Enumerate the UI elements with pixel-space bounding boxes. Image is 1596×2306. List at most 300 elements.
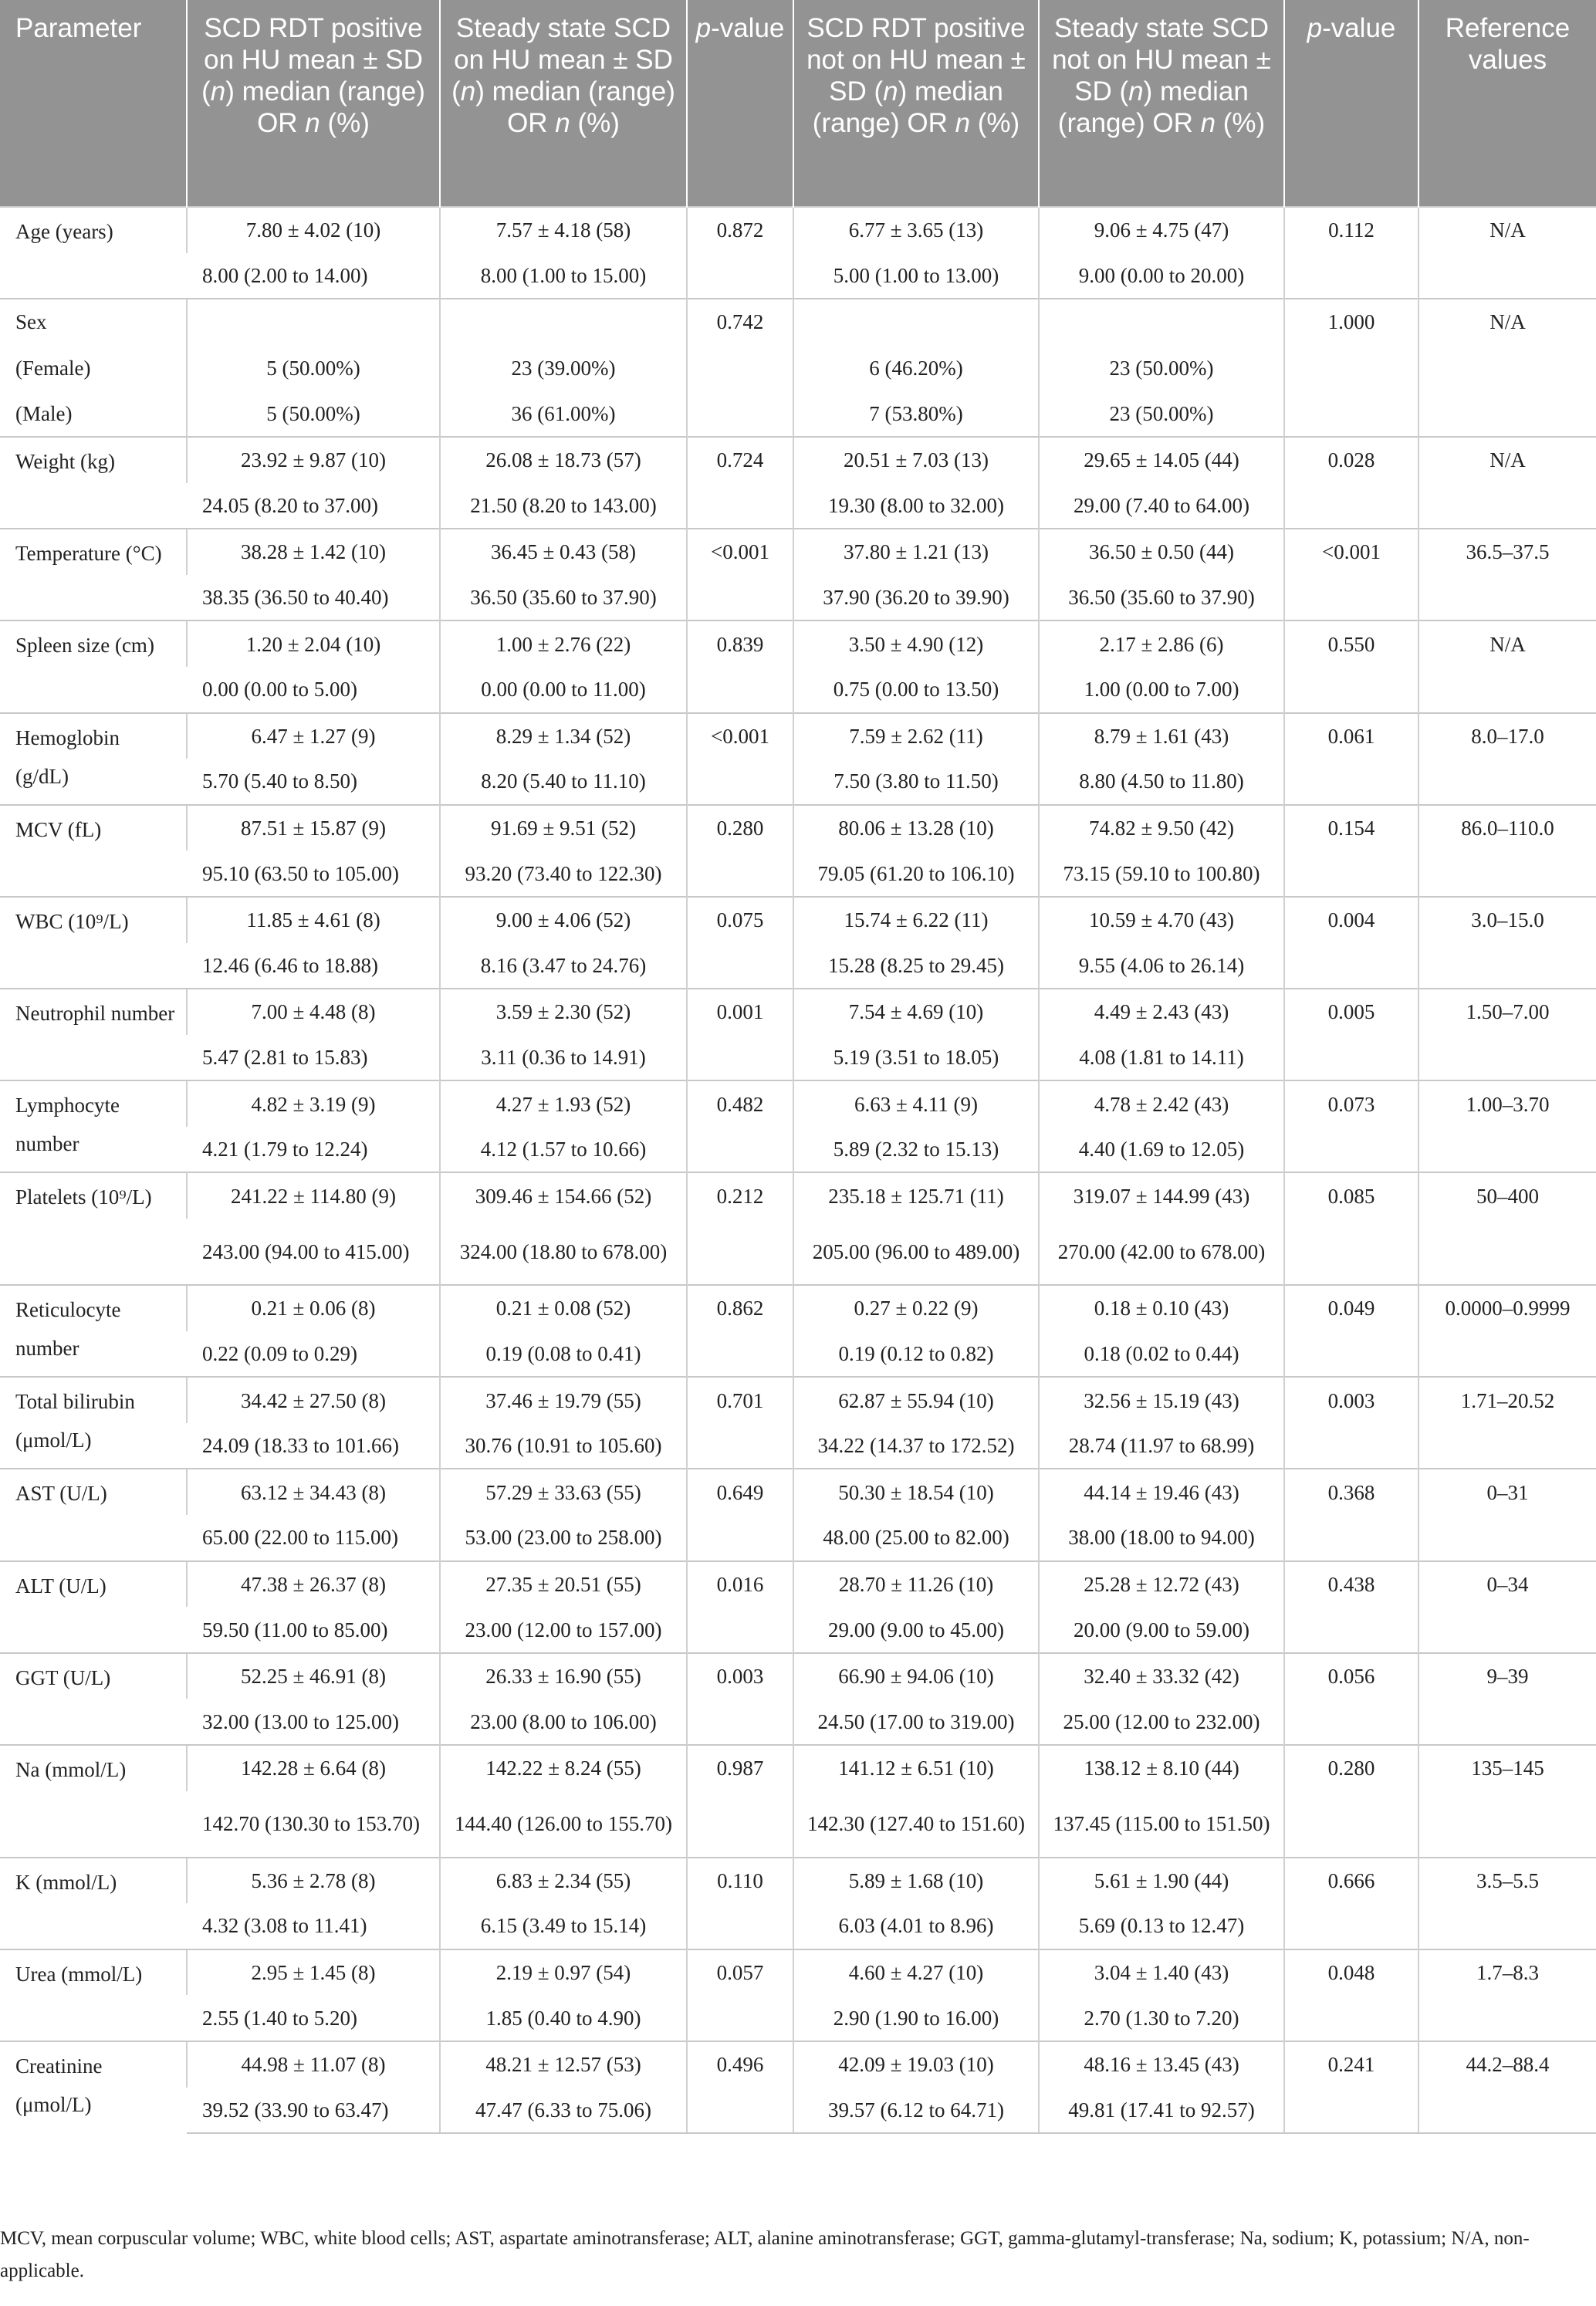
table-body [0,207,1596,2133]
scd-rdt-not-hu-cell: 42.09 ± 19.03 (10) [793,2041,1039,2088]
scd-rdt-on-hu-cell: 2.95 ± 1.45 (8) [187,1949,440,1996]
steady-on-hu-cell: 8.00 (1.00 to 15.00) [440,253,687,299]
table-row [0,620,1596,667]
scd-rdt-not-hu-cell: 235.18 ± 125.71 (11) [793,1172,1039,1219]
p-value-1-cell [687,391,793,437]
table-row [0,1949,1596,1996]
p-value-2-cell: 0.061 [1284,713,1418,759]
p-value-1-cell [687,483,793,529]
steady-not-hu-cell: 0.18 (0.02 to 0.44) [1039,1331,1284,1378]
p-value-1-cell [687,1607,793,1653]
steady-not-hu-cell: 4.08 (1.81 to 14.11) [1039,1035,1284,1081]
steady-not-hu-cell: 5.61 ± 1.90 (44) [1039,1858,1284,1904]
p-value-1-cell: 0.482 [687,1080,793,1127]
steady-on-hu-cell: 0.21 ± 0.08 (52) [440,1285,687,1331]
scd-rdt-not-hu-cell: 28.70 ± 11.26 (10) [793,1561,1039,1608]
p-value-2-cell: 0.048 [1284,1949,1418,1996]
p-value-1-cell: 0.110 [687,1858,793,1904]
scd-rdt-not-hu-cell: 7.54 ± 4.69 (10) [793,989,1039,1035]
reference-cell: 1.50–7.00 [1418,989,1596,1035]
scd-rdt-not-hu-cell: 0.27 ± 0.22 (9) [793,1285,1039,1331]
parameter-cell: Hemoglobin (g/dL) [0,713,187,805]
reference-cell [1418,667,1596,713]
table-row [0,1791,1596,1858]
scd-rdt-not-hu-cell: 7.59 ± 2.62 (11) [793,713,1039,759]
table-row [0,529,1596,575]
p-value-1-cell [687,345,793,391]
steady-not-hu-cell: 5.69 (0.13 to 12.47) [1039,1903,1284,1949]
p-value-1-cell [687,1699,793,1745]
reference-cell [1418,1515,1596,1561]
p-value-2-cell [1284,1791,1418,1858]
scd-rdt-on-hu-cell: 12.46 (6.46 to 18.88) [202,953,378,977]
scd-rdt-on-hu-cell: 0.00 (0.00 to 5.00) [202,678,357,702]
reference-cell [1418,943,1596,989]
reference-cell: 86.0–110.0 [1418,805,1596,851]
steady-on-hu-cell: 8.29 ± 1.34 (52) [440,713,687,759]
reference-cell [1418,1035,1596,1081]
scd-rdt-on-hu-cell: 241.22 ± 114.80 (9) [187,1172,440,1219]
scd-rdt-not-hu-cell: 6.77 ± 3.65 (13) [793,207,1039,253]
p-value-2-cell: 0.280 [1284,1745,1418,1791]
scd-rdt-not-hu-cell: 50.30 ± 18.54 (10) [793,1469,1039,1515]
table-row [0,437,1596,483]
scd-rdt-on-hu-cell: 87.51 ± 15.87 (9) [187,805,440,851]
steady-not-hu-cell: 270.00 (42.00 to 678.00) [1039,1219,1284,1285]
steady-not-hu-cell: 20.00 (9.00 to 59.00) [1039,1607,1284,1653]
steady-on-hu-cell: 21.50 (8.20 to 143.00) [440,483,687,529]
p-value-1-cell: 0.872 [687,207,793,253]
steady-on-hu-cell [440,299,687,345]
steady-on-hu-cell: 26.08 ± 18.73 (57) [440,437,687,483]
p-value-1-cell [687,1423,793,1469]
header-p-value-2: p-value [1284,0,1418,207]
reference-cell [1418,2088,1596,2134]
parameter-cell: (Female) [15,356,91,380]
header-row [0,0,1596,207]
steady-not-hu-cell: 0.18 ± 0.10 (43) [1039,1285,1284,1331]
scd-rdt-not-hu-cell: 34.22 (14.37 to 172.52) [793,1423,1039,1469]
scd-rdt-on-hu-cell: 59.50 (11.00 to 85.00) [202,1618,388,1642]
scd-rdt-on-hu-cell: 38.28 ± 1.42 (10) [187,529,440,575]
p-value-2-cell: 0.073 [1284,1080,1418,1127]
table-row [0,1377,1596,1423]
scd-rdt-on-hu-cell: 95.10 (63.50 to 105.00) [202,861,399,885]
p-value-1-cell [687,253,793,299]
parameter-cell: Platelets (10⁹/L) [0,1172,187,1285]
steady-not-hu-cell: 9.06 ± 4.75 (47) [1039,207,1284,253]
p-value-2-cell [1284,1423,1418,1469]
p-value-1-cell: <0.001 [687,713,793,759]
parameter-cell: Neutrophil number [0,989,187,1080]
p-value-2-cell: 0.112 [1284,207,1418,253]
scd-rdt-not-hu-cell: 24.50 (17.00 to 319.00) [793,1699,1039,1745]
header-steady-on-hu: Steady state SCD on HU mean ± SD (n) median (range) OR n (%) [440,0,687,207]
table-row [0,1469,1596,1515]
table-row [0,1172,1596,1219]
steady-on-hu-cell: 8.20 (5.40 to 11.10) [440,759,687,805]
table-header [0,0,1596,207]
table-row [0,1219,1596,1285]
scd-rdt-on-hu-cell: 243.00 (94.00 to 415.00) [202,1239,410,1263]
p-value-2-cell [1284,1219,1418,1285]
scd-rdt-on-hu-cell: 7.00 ± 4.48 (8) [187,989,440,1035]
steady-on-hu-cell: 6.83 ± 2.34 (55) [440,1858,687,1904]
table-row [0,1699,1596,1745]
reference-cell [1418,1127,1596,1173]
reference-cell: 8.0–17.0 [1418,713,1596,759]
reference-cell: 3.5–5.5 [1418,1858,1596,1904]
p-value-1-cell: 0.057 [687,1949,793,1996]
p-value-2-cell [1284,1995,1418,2041]
reference-cell [1418,759,1596,805]
steady-on-hu-cell: 3.11 (0.36 to 14.91) [440,1035,687,1081]
p-value-2-cell: 0.003 [1284,1377,1418,1423]
scd-rdt-not-hu-cell: 15.28 (8.25 to 29.45) [793,943,1039,989]
p-value-1-cell: 0.496 [687,2041,793,2088]
p-value-2-cell [1284,1903,1418,1949]
p-value-2-cell: 0.049 [1284,1285,1418,1331]
steady-not-hu-cell: 73.15 (59.10 to 100.80) [1039,850,1284,897]
table-row [0,1035,1596,1081]
parameter-cell: Urea (mmol/L) [0,1949,187,2041]
scd-rdt-not-hu-cell: 39.57 (6.12 to 64.71) [793,2088,1039,2134]
p-value-2-cell [1284,1607,1418,1653]
p-value-1-cell [687,1219,793,1285]
scd-rdt-on-hu-cell: 5 (50.00%) [187,345,440,391]
reference-cell: 135–145 [1418,1745,1596,1791]
scd-rdt-not-hu-cell: 2.90 (1.90 to 16.00) [793,1995,1039,2041]
p-value-2-cell [1284,1035,1418,1081]
p-value-2-cell [1284,253,1418,299]
table-row [0,759,1596,805]
p-value-1-cell: <0.001 [687,529,793,575]
steady-on-hu-cell: 142.22 ± 8.24 (55) [440,1745,687,1791]
p-value-1-cell: 0.649 [687,1469,793,1515]
scd-rdt-not-hu-cell: 141.12 ± 6.51 (10) [793,1745,1039,1791]
scd-rdt-on-hu-cell: 142.70 (130.30 to 153.70) [202,1812,420,1836]
parameter-cell: Creatinine (μmol/L) [0,2041,187,2133]
scd-rdt-not-hu-cell: 5.89 ± 1.68 (10) [793,1858,1039,1904]
steady-not-hu-cell: 23 (50.00%) [1039,345,1284,391]
steady-on-hu-cell: 57.29 ± 33.63 (55) [440,1469,687,1515]
steady-on-hu-cell: 53.00 (23.00 to 258.00) [440,1515,687,1561]
p-value-1-cell [687,1995,793,2041]
parameter-cell: ALT (U/L) [0,1561,187,1653]
scd-rdt-not-hu-cell: 48.00 (25.00 to 82.00) [793,1515,1039,1561]
steady-on-hu-cell: 0.00 (0.00 to 11.00) [440,667,687,713]
steady-on-hu-cell: 47.47 (6.33 to 75.06) [440,2088,687,2134]
scd-rdt-on-hu-cell: 5.47 (2.81 to 15.83) [202,1045,368,1069]
parameter-cell: Age (years) [0,207,187,299]
steady-not-hu-cell: 1.00 (0.00 to 7.00) [1039,667,1284,713]
scd-rdt-on-hu-cell: 0.21 ± 0.06 (8) [187,1285,440,1331]
scd-rdt-on-hu-cell: 5 (50.00%) [187,391,440,437]
p-value-2-cell: 0.154 [1284,805,1418,851]
parameter-cell: Na (mmol/L) [0,1745,187,1858]
table-row [0,850,1596,897]
p-value-2-cell [1284,1515,1418,1561]
steady-not-hu-cell: 23 (50.00%) [1039,391,1284,437]
table-row [0,1653,1596,1699]
p-value-2-cell: 0.056 [1284,1653,1418,1699]
steady-not-hu-cell: 3.04 ± 1.40 (43) [1039,1949,1284,1996]
table-row [0,299,1596,345]
parameter-cell: K (mmol/L) [0,1858,187,1949]
steady-not-hu-cell: 25.00 (12.00 to 232.00) [1039,1699,1284,1745]
reference-cell: 0–31 [1418,1469,1596,1515]
reference-cell: 0.0000–0.9999 [1418,1285,1596,1331]
p-value-1-cell [687,759,793,805]
scd-rdt-not-hu-cell: 79.05 (61.20 to 106.10) [793,850,1039,897]
p-value-1-cell [687,850,793,897]
scd-rdt-on-hu-cell: 63.12 ± 34.43 (8) [187,1469,440,1515]
p-value-1-cell [687,943,793,989]
reference-cell [1418,1331,1596,1378]
steady-on-hu-cell: 36.45 ± 0.43 (58) [440,529,687,575]
reference-cell [1418,1219,1596,1285]
p-value-1-cell: 0.001 [687,989,793,1035]
steady-on-hu-cell: 0.19 (0.08 to 0.41) [440,1331,687,1378]
steady-on-hu-cell: 27.35 ± 20.51 (55) [440,1561,687,1608]
p-value-2-cell: 1.000 [1284,299,1418,345]
table-row [0,1515,1596,1561]
steady-on-hu-cell: 3.59 ± 2.30 (52) [440,989,687,1035]
steady-not-hu-cell: 8.80 (4.50 to 11.80) [1039,759,1284,805]
steady-on-hu-cell: 2.19 ± 0.97 (54) [440,1949,687,1996]
scd-rdt-not-hu-cell: 0.19 (0.12 to 0.82) [793,1331,1039,1378]
table-row [0,1995,1596,2041]
p-value-2-cell: 0.666 [1284,1858,1418,1904]
reference-cell: N/A [1418,437,1596,483]
scd-rdt-not-hu-cell: 0.75 (0.00 to 13.50) [793,667,1039,713]
steady-not-hu-cell: 4.78 ± 2.42 (43) [1039,1080,1284,1127]
parameter-cell: AST (U/L) [0,1469,187,1560]
header-p-value-1: p-value [687,0,793,207]
parameter-cell: WBC (10⁹/L) [0,897,187,989]
scd-rdt-on-hu-cell: 34.42 ± 27.50 (8) [187,1377,440,1423]
steady-on-hu-cell: 23.00 (12.00 to 157.00) [440,1607,687,1653]
reference-cell: 1.7–8.3 [1418,1949,1596,1996]
scd-rdt-not-hu-cell: 37.90 (36.20 to 39.90) [793,575,1039,621]
scd-rdt-not-hu-cell: 6 (46.20%) [793,345,1039,391]
scd-rdt-on-hu-cell: 1.20 ± 2.04 (10) [187,620,440,667]
scd-rdt-not-hu-cell: 3.50 ± 4.90 (12) [793,620,1039,667]
p-value-2-cell [1284,667,1418,713]
reference-cell [1418,391,1596,437]
scd-rdt-not-hu-cell: 15.74 ± 6.22 (11) [793,897,1039,943]
header-steady-not-hu: Steady state SCD not on HU mean ± SD (n) median (range) OR n (%) [1039,0,1284,207]
p-value-1-cell: 0.280 [687,805,793,851]
table-row [0,1903,1596,1949]
table-row [0,943,1596,989]
scd-rdt-on-hu-cell: 11.85 ± 4.61 (8) [187,897,440,943]
steady-not-hu-cell: 36.50 (35.60 to 37.90) [1039,575,1284,621]
p-value-2-cell [1284,1699,1418,1745]
steady-on-hu-cell: 8.16 (3.47 to 24.76) [440,943,687,989]
p-value-1-cell: 0.987 [687,1745,793,1791]
scd-rdt-not-hu-cell: 7.50 (3.80 to 11.50) [793,759,1039,805]
reference-cell [1418,253,1596,299]
header-parameter: Parameter [0,0,187,207]
reference-cell: N/A [1418,299,1596,345]
reference-cell: N/A [1418,620,1596,667]
p-value-2-cell [1284,1331,1418,1378]
scd-rdt-not-hu-cell: 4.60 ± 4.27 (10) [793,1949,1039,1996]
steady-on-hu-cell: 4.12 (1.57 to 10.66) [440,1127,687,1173]
reference-cell [1418,1607,1596,1653]
header-reference-values: Reference values [1418,0,1596,207]
scd-rdt-on-hu-cell: 2.55 (1.40 to 5.20) [202,2006,357,2030]
steady-on-hu-cell: 1.85 (0.40 to 4.90) [440,1995,687,2041]
parameter-cell: Lymphocyte number [0,1080,187,1172]
steady-not-hu-cell: 2.70 (1.30 to 7.20) [1039,1995,1284,2041]
reference-cell: 1.00–3.70 [1418,1080,1596,1127]
scd-rdt-on-hu-cell: 47.38 ± 26.37 (8) [187,1561,440,1608]
scd-rdt-on-hu-cell: 38.35 (36.50 to 40.40) [202,586,389,610]
p-value-1-cell [687,1515,793,1561]
steady-not-hu-cell: 29.00 (7.40 to 64.00) [1039,483,1284,529]
steady-on-hu-cell: 48.21 ± 12.57 (53) [440,2041,687,2088]
table-row [0,1745,1596,1791]
steady-on-hu-cell: 7.57 ± 4.18 (58) [440,207,687,253]
scd-rdt-on-hu-cell: 39.52 (33.90 to 63.47) [187,2088,440,2134]
scd-rdt-not-hu-cell: 5.00 (1.00 to 13.00) [793,253,1039,299]
reference-cell [1418,483,1596,529]
steady-not-hu-cell [1039,299,1284,345]
scd-rdt-not-hu-cell: 5.19 (3.51 to 18.05) [793,1035,1039,1081]
reference-cell: 0–34 [1418,1561,1596,1608]
parameter-cell: Sex [0,299,187,345]
steady-on-hu-cell: 9.00 ± 4.06 (52) [440,897,687,943]
p-value-2-cell: 0.005 [1284,989,1418,1035]
reference-cell [1418,850,1596,897]
steady-not-hu-cell: 74.82 ± 9.50 (42) [1039,805,1284,851]
table-row [0,1607,1596,1653]
p-value-2-cell [1284,391,1418,437]
scd-rdt-on-hu-cell: 4.82 ± 3.19 (9) [187,1080,440,1127]
scd-rdt-not-hu-cell: 5.89 (2.32 to 15.13) [793,1127,1039,1173]
table-row [0,345,1596,391]
steady-not-hu-cell: 9.00 (0.00 to 20.00) [1039,253,1284,299]
scd-rdt-on-hu-cell: 4.32 (3.08 to 11.41) [202,1914,367,1938]
reference-cell: 36.5–37.5 [1418,529,1596,575]
table-row [0,989,1596,1035]
parameter-cell: GGT (U/L) [0,1653,187,1745]
steady-on-hu-cell: 144.40 (126.00 to 155.70) [440,1791,687,1858]
table-row [0,713,1596,759]
table-row [0,253,1596,299]
scd-rdt-on-hu-cell: 8.00 (2.00 to 14.00) [202,263,368,287]
steady-on-hu-cell: 1.00 ± 2.76 (22) [440,620,687,667]
steady-on-hu-cell: 91.69 ± 9.51 (52) [440,805,687,851]
p-value-2-cell: 0.028 [1284,437,1418,483]
p-value-2-cell: 0.004 [1284,897,1418,943]
header-scd-rdt-on-hu: SCD RDT positive on HU mean ± SD (n) median (range) OR n (%) [187,0,440,207]
scd-rdt-on-hu-cell: 44.98 ± 11.07 (8) [187,2041,440,2088]
steady-not-hu-cell: 138.12 ± 8.10 (44) [1039,1745,1284,1791]
steady-on-hu-cell: 30.76 (10.91 to 105.60) [440,1423,687,1469]
scd-rdt-on-hu-cell: 7.80 ± 4.02 (10) [187,207,440,253]
table-row [0,2088,1596,2134]
steady-on-hu-cell: 309.46 ± 154.66 (52) [440,1172,687,1219]
table-row [0,1858,1596,1904]
scd-rdt-not-hu-cell: 6.63 ± 4.11 (9) [793,1080,1039,1127]
steady-on-hu-cell: 23 (39.00%) [440,345,687,391]
parameter-cell: Reticulocyte number [0,1285,187,1377]
p-value-1-cell [687,1903,793,1949]
scd-rdt-not-hu-cell: 20.51 ± 7.03 (13) [793,437,1039,483]
p-value-2-cell [1284,943,1418,989]
p-value-1-cell: 0.212 [687,1172,793,1219]
steady-on-hu-cell: 36.50 (35.60 to 37.90) [440,575,687,621]
table-row [0,1285,1596,1331]
parameter-cell: Temperature (°C) [0,529,187,620]
table-row [0,1561,1596,1608]
scd-rdt-on-hu-cell: 24.09 (18.33 to 101.66) [202,1434,399,1458]
p-value-1-cell [687,1127,793,1173]
p-value-1-cell: 0.724 [687,437,793,483]
scd-rdt-on-hu-cell [187,299,440,345]
reference-cell: 3.0–15.0 [1418,897,1596,943]
table-row [0,897,1596,943]
header-scd-rdt-not-hu: SCD RDT positive not on HU mean ± SD (n) median (range) OR n (%) [793,0,1039,207]
p-value-1-cell: 0.742 [687,299,793,345]
steady-not-hu-cell: 32.56 ± 15.19 (43) [1039,1377,1284,1423]
table-row [0,1331,1596,1378]
scd-rdt-on-hu-cell: 52.25 ± 46.91 (8) [187,1653,440,1699]
reference-cell: 9–39 [1418,1653,1596,1699]
p-value-1-cell [687,1035,793,1081]
reference-cell [1418,1995,1596,2041]
reference-cell: 1.71–20.52 [1418,1377,1596,1423]
steady-on-hu-cell: 37.46 ± 19.79 (55) [440,1377,687,1423]
scd-rdt-not-hu-cell: 80.06 ± 13.28 (10) [793,805,1039,851]
p-value-2-cell [1284,1127,1418,1173]
scd-rdt-on-hu-cell: 142.28 ± 6.64 (8) [187,1745,440,1791]
p-value-1-cell: 0.003 [687,1653,793,1699]
reference-cell [1418,575,1596,621]
p-value-2-cell: 0.550 [1284,620,1418,667]
steady-on-hu-cell: 36 (61.00%) [440,391,687,437]
p-value-1-cell: 0.701 [687,1377,793,1423]
scd-rdt-not-hu-cell: 66.90 ± 94.06 (10) [793,1653,1039,1699]
table-row [0,575,1596,621]
scd-rdt-not-hu-cell: 6.03 (4.01 to 8.96) [793,1903,1039,1949]
p-value-1-cell [687,1791,793,1858]
scd-rdt-on-hu-cell: 5.70 (5.40 to 8.50) [202,769,357,793]
steady-on-hu-cell: 93.20 (73.40 to 122.30) [440,850,687,897]
reference-cell: N/A [1418,207,1596,253]
scd-rdt-not-hu-cell: 7 (53.80%) [793,391,1039,437]
steady-on-hu-cell: 26.33 ± 16.90 (55) [440,1653,687,1699]
p-value-1-cell [687,667,793,713]
p-value-2-cell: 0.085 [1284,1172,1418,1219]
steady-not-hu-cell: 4.49 ± 2.43 (43) [1039,989,1284,1035]
steady-not-hu-cell: 2.17 ± 2.86 (6) [1039,620,1284,667]
steady-not-hu-cell: 10.59 ± 4.70 (43) [1039,897,1284,943]
p-value-2-cell [1284,2088,1418,2134]
steady-not-hu-cell: 25.28 ± 12.72 (43) [1039,1561,1284,1608]
p-value-1-cell [687,575,793,621]
steady-not-hu-cell: 8.79 ± 1.61 (43) [1039,713,1284,759]
table-row [0,805,1596,851]
p-value-1-cell [687,2088,793,2134]
p-value-2-cell [1284,345,1418,391]
p-value-2-cell: 0.438 [1284,1561,1418,1608]
scd-rdt-on-hu-cell: 24.05 (8.20 to 37.00) [202,493,378,517]
p-value-1-cell: 0.016 [687,1561,793,1608]
